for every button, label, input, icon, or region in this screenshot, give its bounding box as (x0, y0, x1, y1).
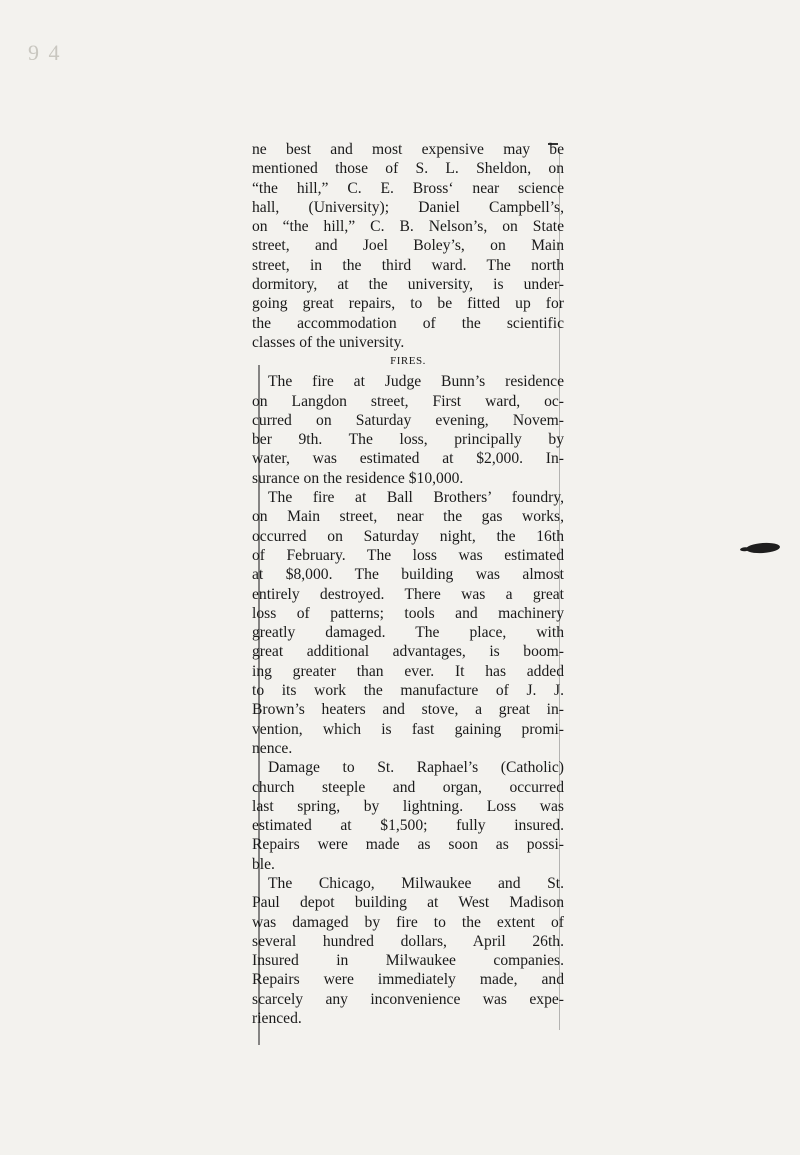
text-line: church steeple and organ, occurred (252, 778, 564, 796)
text-line: estimated at $1,500; fully insured. (252, 817, 564, 835)
text-line: on Langdon street, First ward, oc- (252, 392, 564, 410)
text-line: last spring, by lightning. Loss was (252, 797, 564, 815)
newspaper-clipping (252, 140, 564, 1045)
text-line: of February. The loss was estimated (252, 546, 564, 564)
text-line: mentioned those of S. L. Sheldon, on (252, 160, 564, 178)
page-mark: 9 4 (28, 40, 62, 65)
text-line: Paul depot building at West Madison (252, 894, 564, 912)
text-line: street, and Joel Boley’s, on Main (252, 237, 564, 255)
text-line: loss of patterns; tools and machinery (252, 604, 564, 622)
text-line: The Chicago, Milwaukee and St. (268, 874, 564, 892)
text-line: Repairs were made as soon as possi- (252, 836, 564, 854)
paragraph-depot-fire (252, 874, 564, 1028)
text-line: going great repairs, to be fitted up for (252, 295, 564, 313)
text-line: surance on the residence $10,000. (252, 469, 464, 487)
text-line: classes of the university. (252, 333, 405, 351)
text-line: ing greater than ever. It has added (252, 662, 564, 680)
text-line: on Main street, near the gas works, (252, 508, 564, 526)
text-line: scarcely any inconvenience was expe- (252, 990, 564, 1008)
text-line: Insured in Milwaukee companies. (252, 952, 564, 970)
text-line: greatly damaged. The place, with (252, 624, 564, 642)
text-line: water, was estimated at $2,000. In- (252, 450, 564, 468)
text-line: Repairs were immediately made, and (252, 971, 564, 989)
text-line: occurred on Saturday night, the 16th (252, 527, 564, 545)
text-line: to its work the manufacture of J. J. (252, 682, 564, 700)
text-line: ble. (252, 855, 275, 873)
paragraph-church-damage (252, 758, 564, 874)
text-line: rienced. (252, 1010, 302, 1028)
text-line: was damaged by fire to the extent of (252, 913, 564, 931)
intro-paragraph (252, 140, 564, 352)
text-line: Brown’s heaters and stove, a great in- (252, 701, 564, 719)
text-line: ne best and most expensive may be (252, 141, 564, 158)
text-line: Damage to St. Raphael’s (Catholic) (268, 759, 564, 777)
text-line: The fire at Judge Bunn’s residence (268, 373, 564, 391)
text-line: entirely destroyed. There was a great (252, 585, 564, 603)
text-line: street, in the third ward. The north (252, 256, 564, 274)
paragraph-bunn-fire (252, 372, 564, 488)
text-line: several hundred dollars, April 26th. (252, 932, 564, 950)
text-line: hall, (University); Daniel Campbell’s, (252, 198, 564, 216)
text-line: The fire at Ball Brothers’ foundry, (268, 489, 564, 507)
text-line: dormitory, at the university, is under- (252, 276, 564, 294)
text-line: “the hill,” C. E. Bross‘ near science (252, 179, 564, 197)
text-line: on “the hill,” C. B. Nelson’s, on State (252, 218, 564, 236)
text-line: the accommodation of the scientific (252, 314, 564, 332)
text-line: at $8,000. The building was almost (252, 566, 564, 584)
text-line: nence. (252, 739, 293, 757)
ink-smudge (746, 542, 781, 554)
text-line: great additional advantages, is boom- (252, 643, 564, 661)
paragraph-foundry-fire (252, 488, 564, 758)
section-heading: FIRES. (390, 355, 426, 368)
text-line: vention, which is fast gaining promi- (252, 720, 564, 738)
text-line: curred on Saturday evening, Novem- (252, 411, 564, 429)
text-line: ber 9th. The loss, principally by (252, 431, 564, 449)
